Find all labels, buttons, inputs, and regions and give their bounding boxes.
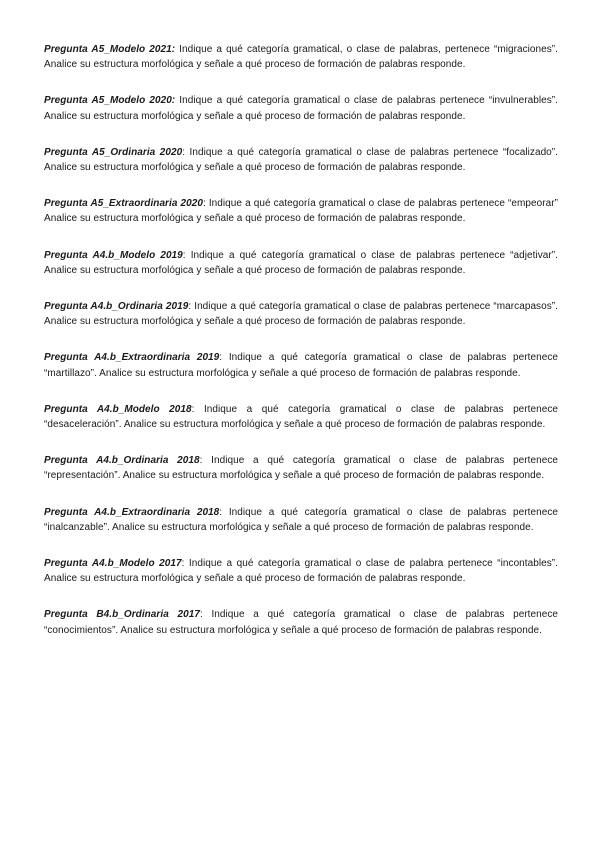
question-paragraph (44, 607, 558, 637)
question-text: : Indique a qué categoría gramatical o clase de palabras pertenece “adjetivar”. Analice su estructura morfológica y señale a qué proceso de formación de palabras responde. (44, 249, 558, 276)
question-label: Pregunta A4.b_Extraordinaria 2018 (44, 506, 220, 518)
question-label: Pregunta A4.b_Modelo 2017 (44, 558, 182, 570)
question-paragraph (44, 299, 558, 329)
question-paragraph (44, 145, 558, 175)
question-paragraph (44, 196, 558, 226)
question-label: Pregunta A5_Extraordinaria 2020 (44, 198, 203, 210)
question-text: : Indique a qué categoría gramatical o clase de palabras pertenece “martillazo”. Analice su estructura morfológica y señale a qué proceso de formación de palabras responde. (44, 352, 558, 379)
question-paragraph (44, 93, 558, 123)
question-paragraph (44, 505, 558, 535)
question-paragraph (44, 42, 558, 72)
question-text: : Indique a qué categoría gramatical o clase de palabra pertenece “incontables”. Analice su estructura morfológica y señale a qué proceso de formación de palabras responde. (44, 558, 558, 585)
question-label: Pregunta A4.b_Ordinaria 2018 (44, 455, 200, 467)
question-text: : Indique a qué categoría gramatical o clase de palabras pertenece “conocimientos”. Analice su estructura morfológica y señale a qué proceso de formación de palabras responde. (44, 609, 559, 636)
question-paragraph (44, 248, 558, 278)
question-text: : Indique a qué categoría gramatical o clase de palabras pertenece “marcapasos”. Analice su estructura morfológica y señale a qué proceso de formación de palabras responde. (44, 301, 558, 328)
document-page (44, 42, 558, 659)
question-label: Pregunta B4.b_Ordinaria 2017 (44, 609, 200, 621)
question-text: Indique a qué categoría gramatical, o clase de palabras, pertenece “migraciones”. Analice su estructura morfológica y señale a qué proceso de formación de palabras responde. (44, 44, 558, 71)
question-label: Pregunta A4.b_Ordinaria 2019 (44, 301, 189, 313)
question-label: Pregunta A5_Ordinaria 2020 (44, 146, 183, 158)
question-text: : Indique a qué categoría gramatical o clase de palabras pertenece “empeorar” Analice su estructura morfológica y señale a qué proceso de formación de palabras responde. (44, 198, 558, 225)
question-label: Pregunta A4.b_Extraordinaria 2019 (44, 352, 220, 364)
question-text: : Indique a qué categoría gramatical o clase de palabras pertenece “desaceleración”. Analice su estructura morfológica y señale a qué proceso de formación de palabras responde. (44, 403, 558, 431)
question-paragraph (44, 453, 558, 483)
question-label: Pregunta A5_Modelo 2020: (44, 95, 176, 107)
question-label: Pregunta A4.b_Modelo 2019 (44, 249, 183, 261)
question-paragraph (44, 556, 558, 586)
question-text: : Indique a qué categoría gramatical o clase de palabras pertenece “focalizado”. Analice su estructura morfológica y señale a qué proceso de formación de palabras responde. (44, 146, 558, 174)
question-label: Pregunta A5_Modelo 2021: (44, 44, 176, 55)
question-paragraph (44, 350, 558, 380)
question-text: : Indique a qué categoría gramatical o clase de palabras pertenece “inalcanzable”. Analice su estructura morfológica y señale a qué proceso de formación de palabras responde. (44, 506, 558, 533)
question-paragraph (44, 402, 558, 432)
question-text: Indique a qué categoría gramatical o clase de palabras pertenece “invulnerables”. Analice su estructura morfológica y señale a qué proceso de formación de palabras responde. (44, 95, 558, 122)
question-label: Pregunta A4.b_Modelo 2018 (44, 403, 192, 415)
question-text: : Indique a qué categoría gramatical o clase de palabras pertenece “representación”. Analice su estructura morfológica y señale a qué proceso de formación de palabras responde. (44, 455, 558, 482)
